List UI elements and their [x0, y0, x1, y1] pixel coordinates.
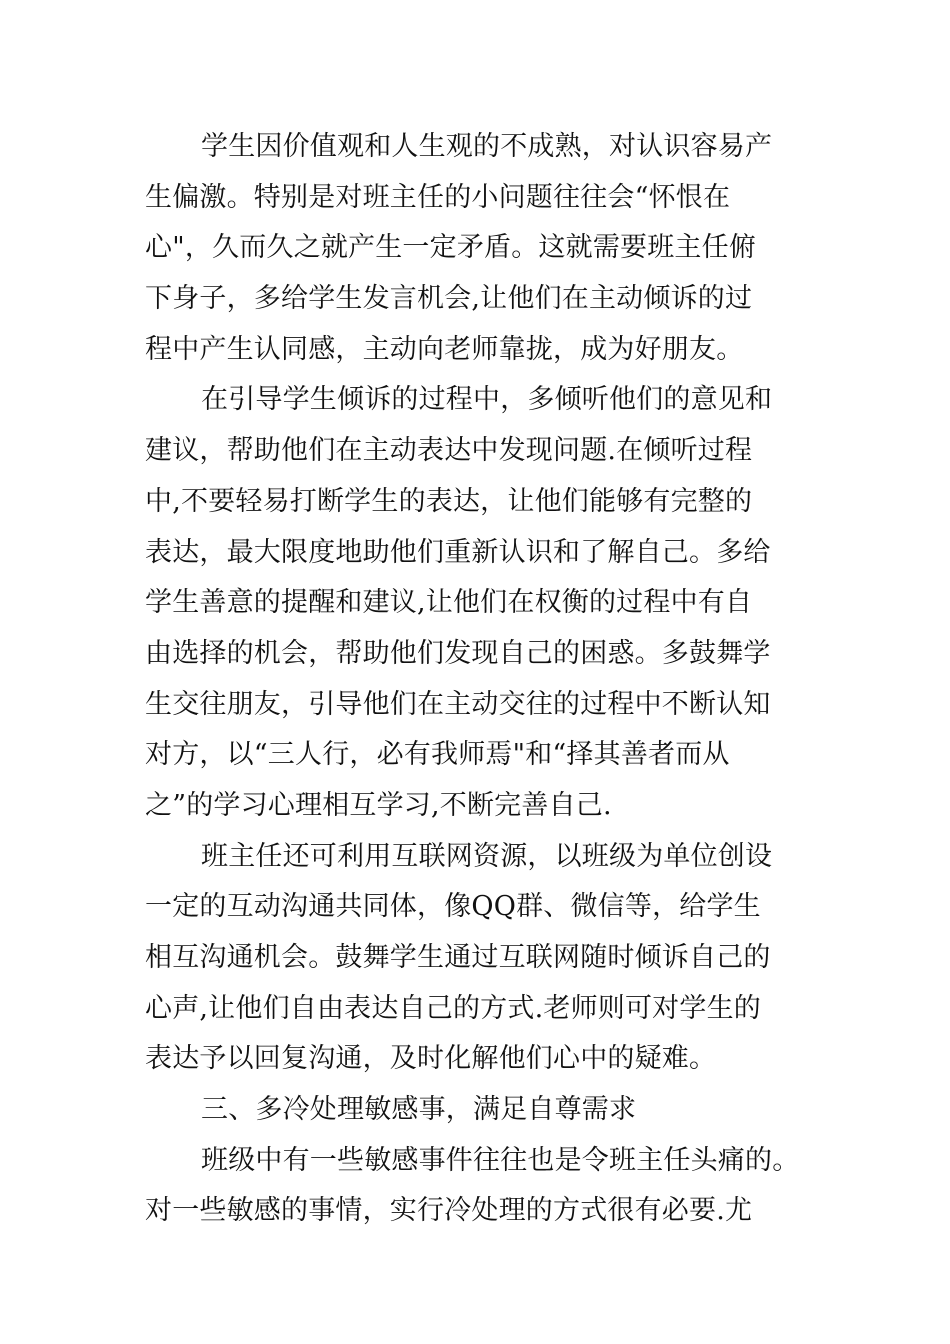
paragraph-3-line-2: 一定的互动沟通共同体，像QQ群、微信等，给学生 [145, 891, 761, 923]
paragraph-2-line-3: 中,不要轻易打断学生的表达，让他们能够有完整的 [145, 485, 753, 517]
paragraph-2-line-4: 表达，最大限度地助他们重新认识和了解自己。多给 [145, 536, 771, 568]
paragraph-1-line-1: 学生因价值观和人生观的不成熟，对认识容易产 [201, 131, 773, 162]
section-heading: 三、多冷处理敏感事，满足自尊需求 [201, 1094, 637, 1126]
paragraph-1-line-4: 下身子，多给学生发言机会,让他们在主动倾诉的过 [145, 283, 753, 315]
paragraph-2-line-5: 学生善意的提醒和建议,让他们在权衡的过程中有自 [145, 587, 753, 619]
paragraph-1-line-5: 程中产生认同感，主动向老师靠拢，成为好朋友。 [145, 333, 744, 365]
paragraph-2-line-7: 生交往朋友，引导他们在主动交往的过程中不断认知 [145, 688, 771, 720]
paragraph-2-line-1: 在引导学生倾诉的过程中，多倾听他们的意见和 [201, 384, 773, 416]
paragraph-3-line-4: 心声,让他们自由表达自己的方式.老师则可对学生的 [145, 992, 761, 1024]
paragraph-3-line-3: 相互沟通机会。鼓舞学生通过互联网随时倾诉自己的 [145, 942, 771, 973]
paragraph-4-line-2: 对一些敏感的事情，实行冷处理的方式很有必要.尤 [145, 1195, 753, 1227]
paragraph-4-line-1: 班级中有一些敏感事件往往也是令班主任头痛的。 [201, 1144, 800, 1176]
paragraph-1-line-3: 心"，久而久之就产生一定矛盾。这就需要班主任俯 [145, 232, 757, 264]
paragraph-2-line-6: 由选择的机会，帮助他们发现自己的困惑。多鼓舞学 [145, 637, 771, 669]
paragraph-3-line-5: 表达予以回复沟通，及时化解他们心中的疑难。 [145, 1043, 717, 1075]
paragraph-2-line-8: 对方，以“三人行，必有我师焉"和“择其善者而从 [145, 739, 730, 771]
paragraph-1-line-2: 生偏激。特别是对班主任的小问题往往会“怀恨在 [145, 181, 731, 213]
paragraph-2-line-9: 之”的学习心理相互学习,不断完善自己. [145, 789, 612, 821]
document-body [145, 122, 825, 1237]
paragraph-3-line-1: 班主任还可利用互联网资源，以班级为单位创设 [201, 840, 773, 872]
paragraph-2-line-2: 建议，帮助他们在主动表达中发现问题.在倾听过程 [145, 435, 753, 467]
